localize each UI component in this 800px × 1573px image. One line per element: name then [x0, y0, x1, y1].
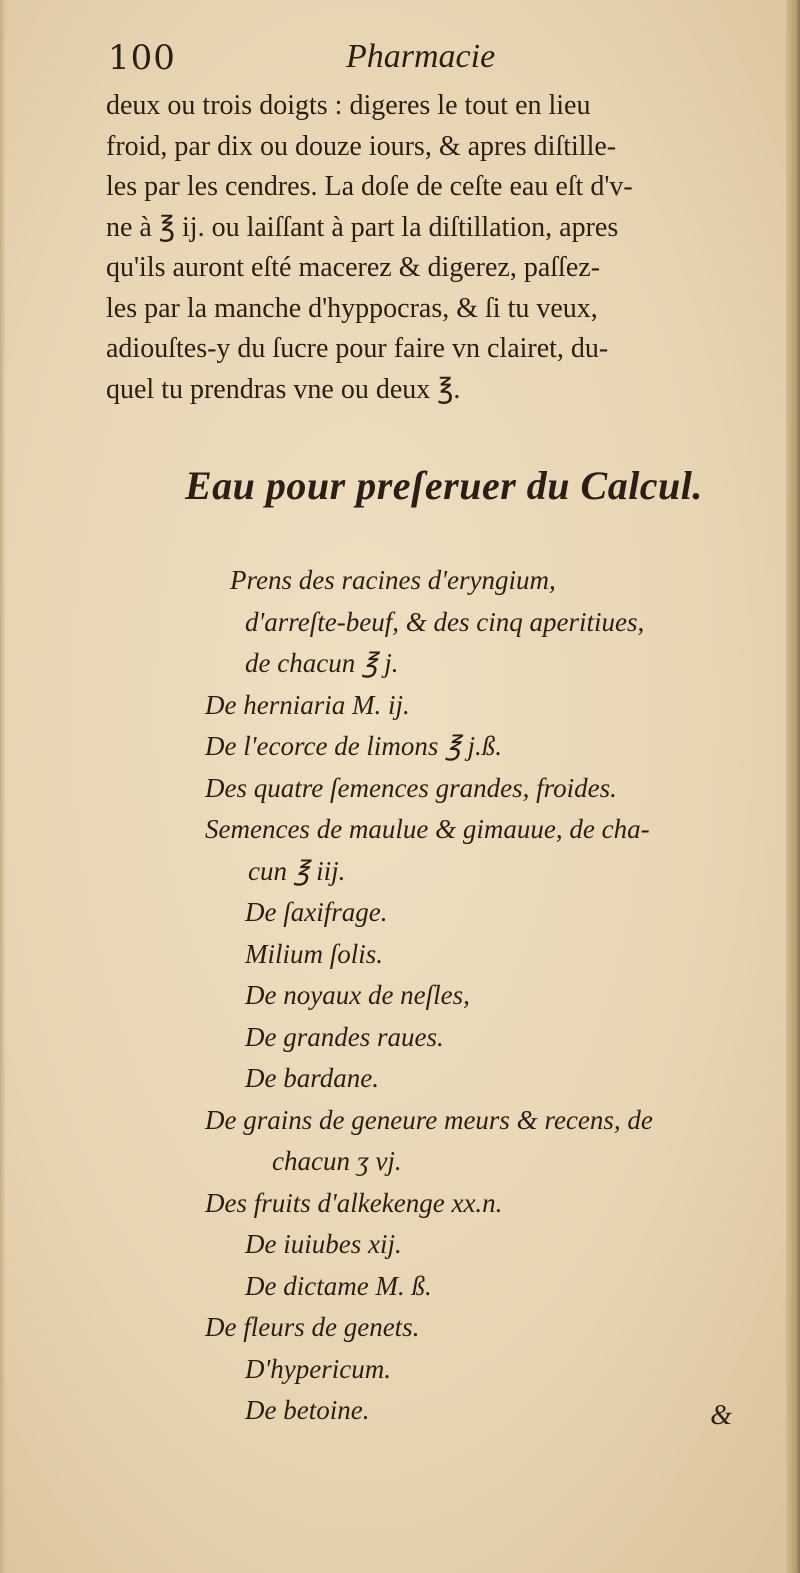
recipe-line: chacun ʒ vj. — [272, 1146, 402, 1176]
recipe-line: d'arreſte-beuf, & des cinq aperitiues, — [245, 606, 645, 637]
recipe-line: cun ℥ iij. — [248, 855, 346, 886]
recipe-line: De l'ecorce de limons ℥ j.ß. — [205, 731, 503, 761]
recipe-line: D'hypericum. — [245, 1353, 391, 1384]
recipe-line: Des quatre ſemences grandes, froides. — [205, 772, 617, 803]
recipe-line: De iuiubes xij. — [245, 1229, 402, 1259]
recipe-line: De fleurs de genets. — [205, 1312, 420, 1342]
text-line: deux ou trois doigts : digeres le tout en lieu — [106, 90, 591, 121]
recipe-line: Semences de maulue & gimauue, de cha- — [205, 814, 650, 844]
text-line: qu'ils auront eſté macerez & digerez, paſſez- — [106, 252, 601, 283]
text-line: adiouſtes-y du ſucre pour faire vn clairet, du- — [106, 333, 609, 364]
recipe-line: De bardane. — [245, 1063, 379, 1093]
section-title: Eau pour preſeruer du Calcul. — [185, 463, 703, 508]
text-line: froid, par dix ou douze iours, & apres diſtille- — [106, 130, 617, 162]
running-title: Pharmacie — [346, 38, 496, 75]
text-line: quel tu prendras vne ou deux ℥. — [106, 373, 461, 405]
recipe-line: De dictame M. ß. — [245, 1270, 432, 1301]
body-paragraph — [106, 86, 766, 410]
recipe-line: Des fruits d'alkekenge xx.n. — [205, 1187, 503, 1218]
recipe-line: De noyaux de neſles, — [245, 980, 470, 1010]
recipe-line: De ſaxifrage. — [245, 897, 388, 927]
recipe-list — [0, 560, 800, 1432]
catchword: & — [710, 1400, 732, 1431]
recipe-line: De grandes raues. — [245, 1021, 444, 1052]
page-header — [108, 38, 748, 88]
page-number: 100 — [108, 38, 176, 78]
recipe-line: De herniaria M. ij. — [205, 689, 410, 720]
recipe-line: De grains de geneure meurs & recens, de — [205, 1104, 653, 1135]
text-line: les par la manche d'hyppocras, & ſi tu veux, — [106, 292, 598, 324]
recipe-line: Milium ſolis. — [245, 938, 384, 969]
recipe-line: Prens des racines d'eryngium, — [230, 565, 556, 595]
recipe-line: De betoine. — [245, 1395, 370, 1425]
text-line: les par les cendres. La doſe de ceſte eau eſt d'v- — [106, 171, 633, 202]
recipe-line: de chacun ℥ j. — [245, 648, 399, 678]
text-line: ne à ℥ ij. ou laiſſant à part la diſtillation, apres — [106, 211, 619, 243]
